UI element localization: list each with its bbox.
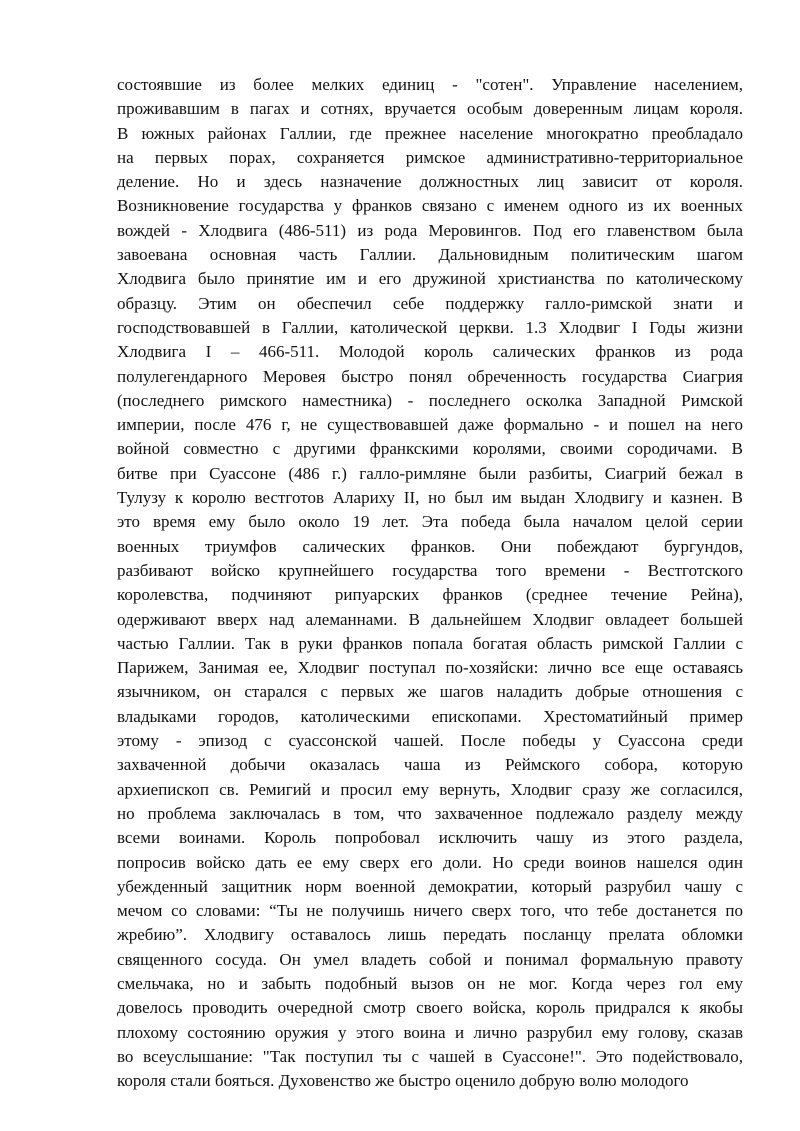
text-line: священного сосуда. Он умел владеть собой и понимал формальную правоту [117,949,743,969]
text-line: одерживают вверх над алеманнами. В дальнейшем Хлодвиг овладеет большей [117,609,743,629]
text-line: захваченной добычи оказалась чаша из Реймского собора, которую [117,755,743,775]
text-line: разбивают войско крупнейшего государства того времени - Вестготского [117,560,743,580]
text-line: состоявшие из более мелких единиц - "сотен". Управление населением, [117,75,743,94]
text-line: войной совместно с другими франкскими королями, своими сородичами. В [117,439,743,459]
text-line: мечом со словами: “Ты не получишь ничего сверх того, что тебе достанется по [117,901,743,921]
text-line: жребию”. Хлодвигу оставалось лишь передать посланцу прелата обломки [117,925,743,945]
text-line: убежденный защитник норм военной демократии, который разрубил чашу с [117,876,743,896]
text-line: на первых порах, сохраняется римское административно-территориальное [117,147,743,167]
text-line: короля стали бояться. Духовенство же быстро оценило добрую волю молодого [117,1071,689,1091]
text-line: Возникновение государства у франков связано с именем одного из их военных [117,196,743,216]
text-line: проживавшим в пагах и сотнях, вручается особым доверенным лицам короля. [117,99,743,119]
text-line: довелось проводить очередной смотр своего войска, король придрался к якобы [117,998,743,1018]
body-text [117,73,743,1093]
text-line: это время ему было около 19 лет. Эта победа была началом целой серии [117,512,743,532]
text-line: этому - эпизод с суассонской чашей. После победы у Суассона среди [117,731,743,751]
text-line: всеми воинами. Король попробовал исключить чашу из этого раздела, [117,828,743,848]
text-line: вождей - Хлодвига (486-511) из рода Меровингов. Под его главенством была [117,220,743,240]
text-line: плохому состоянию оружия у этого воина и лично разрубил ему голову, сказав [117,1022,743,1042]
text-line: во всеуслышание: "Так поступил ты с чашей в Суассоне!". Это подействовало, [117,1046,743,1066]
text-line: В южных районах Галлии, где прежнее население многократно преобладало [117,123,743,143]
text-line: господствовавшей в Галлии, католической церкви. 1.3 Хлодвиг I Годы жизни [117,317,743,337]
text-line: завоевана основная часть Галлии. Дальновидным политическим шагом [117,245,743,265]
text-line: Тулузу к королю вестготов Алариху II, но был им выдан Хлодвигу и казнен. В [117,488,743,508]
text-line: частью Галлии. Так в руки франков попала богатая область римской Галлии с [117,633,743,653]
text-line: архиепископ св. Ремигий и просил ему вернуть, Хлодвиг сразу же согласился, [117,779,743,799]
text-line: империи, после 476 г, не существовавшей даже формально - и пошел на него [117,415,743,435]
text-line: полулегендарного Меровея быстро понял обреченность государства Сиагрия [117,366,743,386]
text-line: Хлодвига I – 466-511. Молодой король салических франков из рода [117,342,743,362]
text-line: но проблема заключалась в том, что захваченное подлежало разделу между [117,803,743,823]
text-line: владыками городов, католическими епископами. Хрестоматийный пример [117,706,743,726]
text-line: образцу. Этим он обеспечил себе поддержку галло-римской знати и [117,293,743,313]
text-line: попросив войско дать ее ему сверх его доли. Но среди воинов нашелся один [117,852,743,872]
text-line: язычником, он старался с первых же шагов наладить добрые отношения с [117,682,743,702]
text-line: Хлодвига было принятие им и его дружиной христианства по католическому [117,269,743,289]
text-line: королевства, подчиняют рипуарских франков (среднее течение Рейна), [117,585,743,605]
text-line: деление. Но и здесь назначение должностных лиц зависит от короля. [117,172,743,192]
text-line: смельчака, но и забыть подобный вызов он не мог. Когда через гол ему [117,973,743,993]
text-line: Парижем, Занимая ее, Хлодвиг поступал по-хозяйски: лично все еще оставаясь [117,658,743,678]
text-line: битве при Суассоне (486 г.) галло-римляне были разбиты, Сиагрий бежал в [117,463,743,483]
text-line: военных триумфов салических франков. Они побеждают бургундов, [117,536,743,556]
text-line: (последнего римского наместника) - последнего осколка Западной Римской [117,390,743,410]
